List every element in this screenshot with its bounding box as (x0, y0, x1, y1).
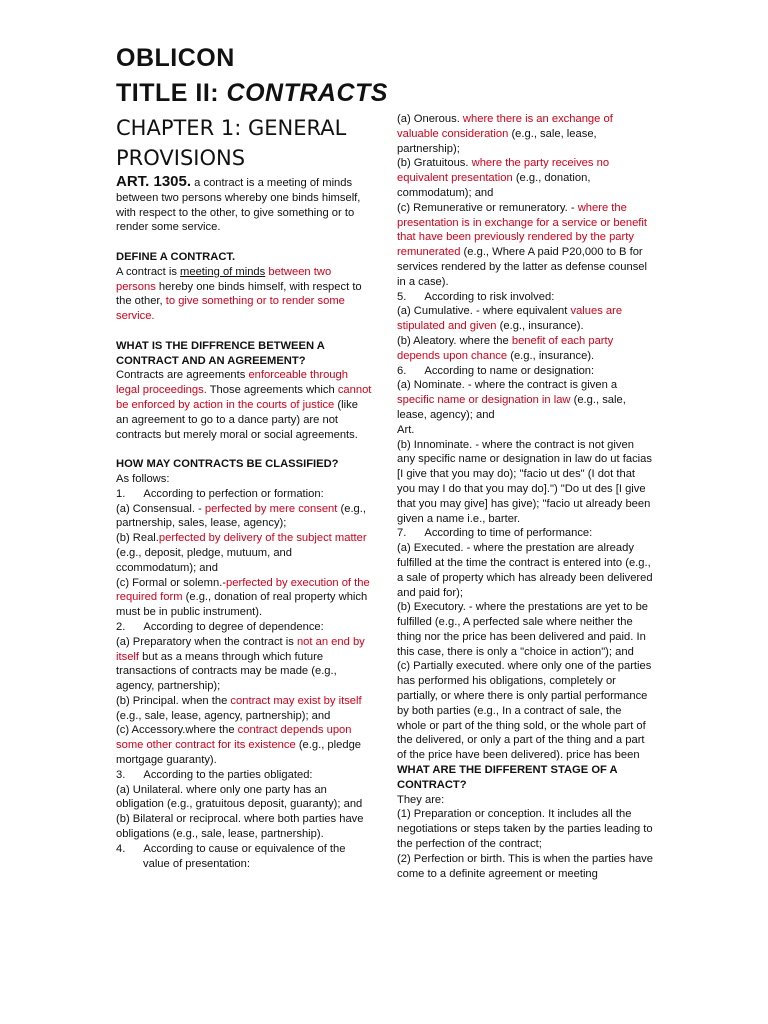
class-1-heading: 1. According to perfection or formation: (116, 487, 324, 500)
they-are: They are: (397, 793, 445, 806)
class-4b: (b) Gratuitous. where the party receives no equivalent presentation (e.g., donation, commodatum); and (397, 157, 610, 199)
class-4c: (c) Remunerative or remuneratory. - where the presentation is in exchange for a service or benefit that have been previously rendered by the party remunerated (e.g., Where A paid P20,000 to B for services rendered by the latter as defense counsel in a case). (397, 201, 647, 288)
class-6a: (a) Nominate. - where the contract is given a specific name or designation in law (e.g., sale, lease, agency); and (397, 379, 626, 421)
chapter-heading: CHAPTER 1: GENERAL PROVISIONS (116, 116, 347, 170)
define-heading: DEFINE A CONTRACT. (116, 250, 236, 263)
stage-2: (2) Perfection or birth. This is when the parties have come to a definite agreement or meeting (397, 852, 653, 880)
class-4a: (a) Onerous. where there is an exchange of valuable consideration (e.g., sale, lease, partnership); (397, 113, 613, 155)
class-2b: (b) Principal. when the contract may exist by itself (e.g., sale, lease, agency, partnership); and (116, 694, 362, 722)
class-4-heading: 4. According to cause or equivalence of the value of presentation: (116, 842, 349, 870)
class-3b: (b) Bilateral or reciprocal. where both parties have obligations (e.g., sale, lease, partnership). (116, 813, 364, 841)
class-2c: (c) Accessory.where the contract depends upon some other contract for its existence (e.g., pledge mortgage guaranty). (116, 724, 362, 767)
as-follows: As follows: (116, 472, 170, 485)
class-1a: (a) Consensual. - perfected by mere consent (e.g., partnership, sales, lease, agency); (116, 502, 366, 530)
class-1c: (c) Formal or solemn.-perfected by execution of the required form (e.g., donation of real property which must be in public instrument). (116, 576, 370, 619)
right-column (397, 112, 653, 881)
art-1305-paragraph: ART. 1305. a contract is a meeting of minds between two persons whereby one binds himself, with respect to the other, to give something or to render some service. (116, 173, 361, 234)
difference-paragraph: Contracts are agreements enforceable through legal proceedings. Those agreements which cannot be enforced by action in the courts of justice (like an agreement to go to a dance party) are not contracts but merely moral or social agreements. (116, 369, 372, 441)
class-2a: (a) Preparatory when the contract is not an end by itself but as a means through which future transactions of contracts may be made (e.g., agency, partnership); (116, 635, 365, 693)
define-paragraph: A contract is meeting of minds between two persons hereby one binds himself, with respect to the other, to give something or to render some service. (116, 265, 362, 323)
difference-heading: WHAT IS THE DIFFRENCE BETWEEN A CONTRACT AND AN AGREEMENT? (116, 339, 325, 367)
classify-heading: HOW MAY CONTRACTS BE CLASSIFIED? (116, 458, 339, 471)
document-title: OBLICON (116, 44, 235, 72)
document-subtitle: TITLE II: CONTRACTS (116, 79, 388, 107)
art-label: Art. (397, 423, 415, 436)
class-2-heading: 2. According to degree of dependence: (116, 620, 324, 633)
class-7c: (c) Partially executed. where only one of the parties has performed his obligations, completely or partially, or where there is only partial performance by both parties (e.g., In a contract of sale, the whole or part of the thing sold, or the whole part of the delivered, or only a part of the thing and a part of the price have been delivered). price has been (397, 660, 652, 762)
class-5-heading: 5. According to risk involved: (397, 290, 555, 303)
class-3-heading: 3. According to the parties obligated: (116, 768, 313, 781)
stages-heading: WHAT ARE THE DIFFERENT STAGE OF A CONTRACT? (397, 764, 618, 791)
class-3a: (a) Unilateral. where only one party has an obligation (e.g., gratuitous deposit, guaranty); and (116, 783, 363, 811)
class-1b: (b) Real.perfected by delivery of the subject matter (e.g., deposit, pledge, mutuum, and ccommodatum); and (116, 532, 367, 574)
stage-1: (1) Preparation or conception. It includes all the negotiations or steps taken by the parties leading to the perfection of the contract; (397, 808, 653, 851)
class-7-heading: 7. According to time of performance: (397, 527, 593, 540)
left-column (116, 175, 372, 871)
class-5b: (b) Aleatory. where the benefit of each party depends upon chance (e.g., insurance). (397, 334, 614, 362)
class-7a: (a) Executed. - where the prestation are already fulfilled at the time the contract is entered into (e.g., a sale of property which has already been delivered and paid for); (397, 542, 653, 599)
class-6b: (b) Innominate. - where the contract is not given any specific name or designation in law do ut facias [I give that you may do); "facio ut des" (I dot that you may I do that you may do].") "Do ut des [I give that you may give] has give); "facio ut already been given a name i.e., barter. (397, 438, 652, 525)
class-5a: (a) Cumulative. - where equivalent values are stipulated and given (e.g., insurance). (397, 305, 623, 333)
class-6-heading: 6. According to name or designation: (397, 364, 595, 377)
class-7b: (b) Executory. - where the prestations are yet to be fulfilled (e.g., A perfected sale where neither the thing nor the price has been delivered and paid. In this case, there is only a "choice in action"); and (397, 601, 649, 658)
